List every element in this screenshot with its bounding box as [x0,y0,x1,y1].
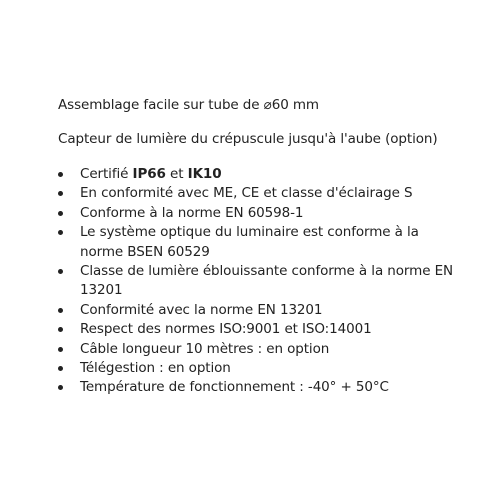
list-item [58,301,458,320]
list-item [58,359,458,378]
bullet-icon [58,172,63,177]
list-item-text: Câble longueur 10 mètres : en option [80,340,330,357]
list-item [58,378,458,397]
list-item-text: Télégestion : en option [80,360,231,377]
list-item [58,165,458,184]
certification-conjunction: et [165,166,188,182]
list-item-text: Classe de lumière éblouissante conforme à la norme EN 13201 [80,263,454,299]
bullet-icon [58,269,63,274]
assembly-paragraph: Assemblage facile sur tube de ⌀60 mm [58,97,319,113]
bullet-icon [58,230,63,235]
sensor-paragraph: Capteur de lumière du crépuscule jusqu'à l'aube (option) [58,131,438,147]
list-item [58,204,458,223]
bullet-icon [58,327,63,332]
bullet-icon [58,211,63,216]
list-item [58,223,458,262]
list-item-text: Température de fonctionnement : -40° + 50°C [80,379,389,396]
list-item-text: Conforme à la norme EN 60598-1 [80,204,304,221]
features-list [58,165,458,398]
bullet-icon [58,385,63,390]
bullet-icon [58,347,63,352]
list-item [58,340,458,359]
list-item [58,320,458,339]
list-item-text: En conformité avec ME, CE et classe d'éclairage S [80,185,413,202]
list-item-text: Conformité avec la norme EN 13201 [80,301,323,318]
list-item-text: Le système optique du luminaire est conforme à la norme BSEN 60529 [80,224,419,260]
bullet-icon [58,308,63,313]
list-item [58,262,458,301]
bullet-icon [58,366,63,371]
ik-rating: IK10 [187,166,222,182]
list-item [58,184,458,203]
ip-rating: IP66 [132,166,166,182]
bullet-icon [58,191,63,196]
certification-prefix: Certifié [80,166,133,182]
list-item-text: Respect des normes ISO:9001 et ISO:14001 [80,321,372,338]
